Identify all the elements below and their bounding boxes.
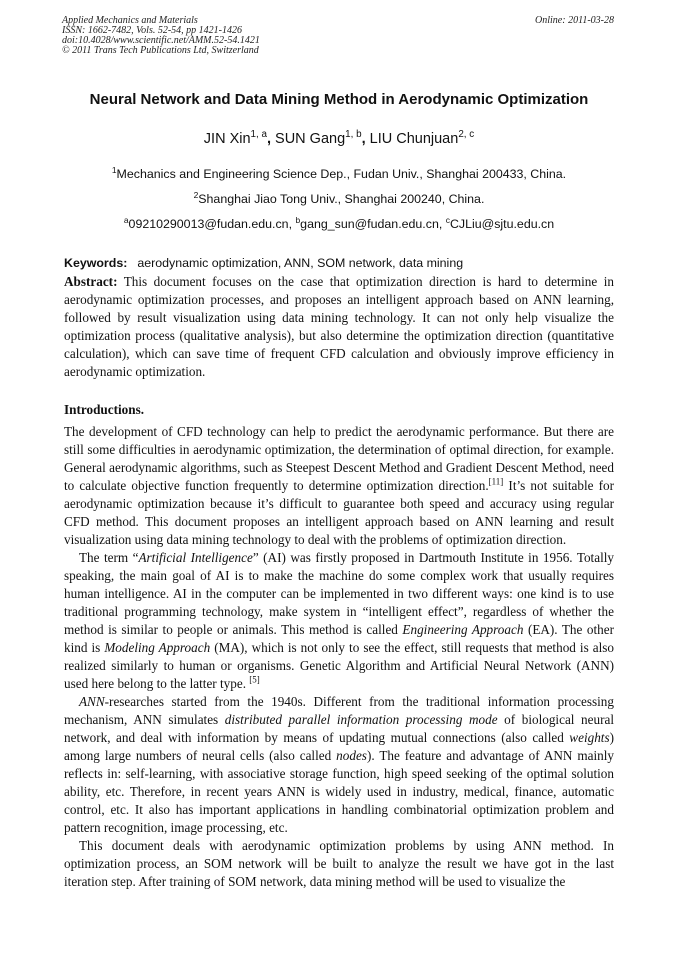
abstract	[64, 273, 614, 381]
author-name: LIU Chunjuan	[369, 131, 459, 147]
abstract-text: This document focuses on the case that optimization direction is hard to determine in aerodynamic optimization processes, and proposes an intelligent approach based on ANN learning, followed by result visualization using data mining technology. It can not only help visualize the optimization process (qualitative analysis), but also determine the optimization direction (quantitative calculation), which can save time of frequent CFD calculation and obviously improve efficiency in aerodynamic optimization.	[64, 274, 614, 379]
paragraph-3: ANN-researches started from the 1940s. Different from the traditional information processing mechanism, ANN simulates distributed parallel information processing mode of biological neural network, and deal with information by means of updating mutual connections (also called weights) among large numbers of neural cells (also called nodes). The feature and advantage of ANN mainly reflects in: self-learning, with associative storage function, high speed seeking of the optimal solution ability, etc. Therefore, in recent years ANN is widely used in industry, medical, finance, automatic control, etc. It also has important applications in handling combinatorial optimization problem and pattern recognition, image processing, etc.	[64, 694, 615, 835]
affiliation-1: $^1$Mechanics and Engineering Science Dep., Fudan Univ., Shanghai 200433, China.	[111, 164, 567, 181]
doi-line: doi:10.4028/www.scientific.net/AMM.52-54.1421	[62, 35, 260, 46]
author-sup: 2, c	[458, 129, 475, 141]
section-heading: Introductions.	[64, 402, 145, 417]
author-sup: 1, a	[250, 129, 267, 141]
author-sup: 1, b	[345, 129, 362, 141]
paper-title: Neural Network and Data Mining Method in Aerodynamic Optimization	[89, 91, 589, 108]
abstract-label: Abstract:	[64, 274, 118, 289]
paragraph-4: This document deals with aerodynamic optimization problems by using ANN method. In optimization process, an SOM network will be built to analyze the result we have got in the last iteration step. After training of SOM network, data mining method will be used to visualize the	[64, 838, 614, 889]
introduction-body	[64, 423, 614, 891]
citation: [5]	[249, 674, 260, 685]
paragraph-1: The development of CFD technology can help to predict the aerodynamic performance. But there are still some difficulties in aerodynamic optimization, the determination of optimal direction, for example. General aerodynamic algorithms, such as Steepest Descent Method and Gradient Descent Method, need to calculate objective function frequently to determine optimization direction.[11] It’s not suitable for aerodynamic optimization because it’s difficult to guarantee both speed and accuracy using regular CFD method. This document proposes an intelligent approach based on ANN learning and result visualization using data mining technology to deal with the problems of optimization direction.	[64, 424, 614, 547]
author-name: JIN Xin	[203, 131, 251, 147]
email: 09210290013@fudan.edu.cn	[128, 217, 289, 231]
email: gang_sun@fudan.edu.cn	[300, 217, 439, 231]
journal-name: Applied Mechanics and Materials	[62, 15, 198, 26]
keywords-text: aerodynamic optimization, ANN, SOM network, data mining	[137, 256, 464, 270]
keywords-label: Keywords:	[64, 256, 128, 270]
copyright-line: © 2011 Trans Tech Publications Ltd, Switzerland	[62, 45, 259, 56]
citation: [11]	[488, 476, 504, 487]
email-list: $^a$09210290013@fudan.edu.cn, $^b$gang_sun@fudan.edu.cn, $^c$CJLiu@sjtu.edu.cn	[123, 214, 555, 231]
author-name: SUN Gang	[275, 131, 346, 147]
affiliation-2: $^2$Shanghai Jiao Tong Univ., Shanghai 200240, China.	[193, 189, 485, 206]
issn-line: ISSN: 1662-7482, Vols. 52-54, pp 1421-1426	[62, 25, 242, 36]
journal-header	[62, 16, 260, 56]
keywords	[64, 256, 463, 270]
paragraph-2: The term “Artificial Intelligence” (AI) was firstly proposed in Dartmouth Institute in 1956. Totally speaking, the main goal of AI is to make the machine do some complex work that usually requires human intelligence. AI in the computer can be implemented in two different ways: one kind is to use traditional programming technology, make system in “intelligent effect”, regardless of whether the method is similar to people or animals. This method is called Engineering Approach (EA). The other kind is Modeling Approach (MA), which is not only to see the effect, still requests that method is also realized similarly to human or organisms. Genetic Algorithm and Artificial Neural Network (ANN) used here belong to the latter type. [5]	[64, 550, 614, 691]
author-list: JIN Xin$^{1, a}$, SUN Gang$^{1, b}$, LIU Chunjuan$^{2, c}$	[203, 129, 475, 147]
email: CJLiu@sjtu.edu.cn	[449, 217, 555, 231]
online-date: Online: 2011-03-28	[535, 15, 614, 26]
